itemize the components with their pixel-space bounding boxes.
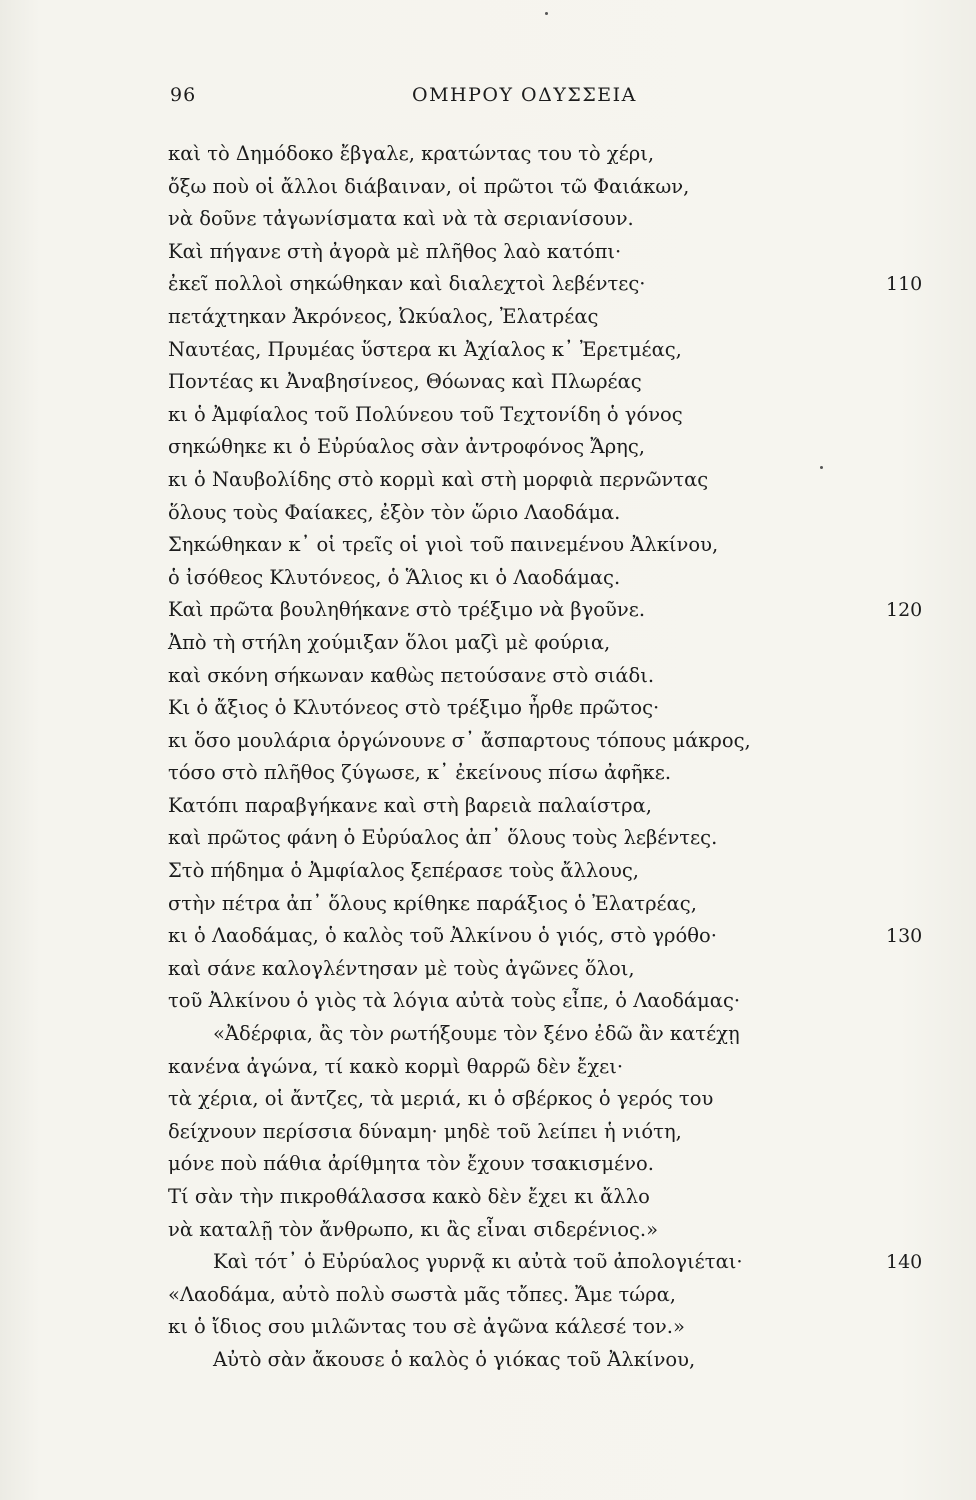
verse-text: τόσο στὸ πλῆθος ζύγωσε, κ᾿ ἐκείνους πίσω ἀφῆκε. <box>168 761 672 785</box>
verse-text: στὴν πέτρα ἀπ᾿ ὅλους κρίθηκε παράξιος ὁ Ἐλατρέας, <box>168 891 697 915</box>
line-number: 140 <box>886 1251 923 1274</box>
verse-text: σηκώθηκε κι ὁ Εὐρύαλος σὰν ἀντροφόνος Ἄρης, <box>168 435 645 459</box>
verse-line <box>0 953 976 986</box>
verse-line <box>0 1051 976 1084</box>
verse-text: νὰ δοῦνε τἀγωνίσματα καὶ νὰ τὰ σεριανίσουν. <box>168 207 634 231</box>
verse-line <box>0 790 976 823</box>
verse-line <box>0 366 976 399</box>
print-speck <box>820 466 823 469</box>
verse-line <box>0 692 976 725</box>
verse-line <box>0 1083 976 1116</box>
verse-text: κι ὁ Ἀμφίαλος τοῦ Πολύνεου τοῦ Τεχτονίδη ὁ γόνος <box>168 402 683 426</box>
verse-line <box>0 1181 976 1214</box>
verse-text: πετάχτηκαν Ἀκρόνεος, Ὠκύαλος, Ἐλατρέας <box>168 304 599 328</box>
verse-text: τὰ χέρια, οἱ ἄντζες, τὰ μεριά, κι ὁ σβέρκος ὁ γερός του <box>168 1087 714 1111</box>
verse-line <box>0 1018 976 1051</box>
page-number: 96 <box>170 84 197 106</box>
line-number: 110 <box>886 273 923 296</box>
verse-text: Κατόπι παραβγήκανε καὶ στὴ βαρειὰ παλαίστρα, <box>168 793 652 817</box>
verse-line <box>0 1214 976 1247</box>
verse-line <box>0 1246 976 1279</box>
verse-line <box>0 757 976 790</box>
verse-line <box>0 1116 976 1149</box>
verse-line <box>0 855 976 888</box>
verse-text: κανένα ἀγώνα, τί κακὸ κορμὶ θαρρῶ δὲν ἔχει· <box>168 1054 624 1078</box>
verse-text: καὶ σάνε καλογλέντησαν μὲ τοὺς ἀγῶνες ὅλοι, <box>168 956 635 980</box>
verse-line <box>0 627 976 660</box>
verse-text: καὶ τὸ Δημόδοκο ἔβγαλε, κρατώντας του τὸ χέρι, <box>168 142 655 165</box>
verse-text: κι ὁ ἴδιος σου μιλῶντας του σὲ ἀγῶνα κάλεσέ τον.» <box>168 1315 685 1339</box>
verse-text: καὶ πρῶτος φάνη ὁ Εὐρύαλος ἀπ᾿ ὅλους τοὺς λεβέντες. <box>168 826 718 850</box>
verse-text: κι ὅσο μουλάρια ὀργώνουνε σ᾿ ἄσπαρτους τόπους μάκρος, <box>168 728 751 752</box>
page-header <box>0 84 976 114</box>
verse-text: δείχνουν περίσσια δύναμη· μηδὲ τοῦ λείπει ἡ νιότη, <box>168 1119 682 1143</box>
verse-text: Καὶ πήγανε στὴ ἀγορὰ μὲ πλῆθος λαὸ κατόπι· <box>168 239 622 263</box>
verse-text: Αὐτὸ σὰν ἄκουσε ὁ καλὸς ὁ γιόκας τοῦ Ἀλκίνου, <box>213 1347 696 1371</box>
verse-line <box>0 1311 976 1344</box>
line-number: 120 <box>886 599 923 622</box>
verse-line <box>0 399 976 432</box>
running-title: ΟΜΗΡΟΥ ΟΔΥΣΣΕΙΑ <box>412 84 637 106</box>
verse-text: καὶ σκόνη σήκωναν καθὼς πετούσανε στὸ σιάδι. <box>168 663 655 687</box>
verse-line <box>0 725 976 758</box>
verse-line <box>0 203 976 236</box>
verse-text: Στὸ πήδημα ὁ Ἀμφίαλος ξεπέρασε τοὺς ἄλλους, <box>168 859 639 883</box>
verse-text: «Λαοδάμα, αὐτὸ πολὺ σωστὰ μᾶς τὄπες. Ἄμε τώρα, <box>168 1282 676 1306</box>
verse-line <box>0 1148 976 1181</box>
verse-line <box>0 171 976 204</box>
verse-line <box>0 529 976 562</box>
verse-text: νὰ καταλῇ τὸν ἄνθρωπο, κι ἂς εἶναι σιδερένιος.» <box>168 1217 659 1241</box>
verse-text: Σηκώθηκαν κ᾿ οἱ τρεῖς οἱ γιοὶ τοῦ παινεμένου Ἀλκίνου, <box>168 533 719 557</box>
verse-text: Τί σὰν τὴν πικροθάλασσα κακὸ δὲν ἔχει κι ἄλλο <box>168 1185 650 1208</box>
verse-line <box>0 562 976 595</box>
verse-text: Κι ὁ ἄξιος ὁ Κλυτόνεος στὸ τρέξιμο ἦρθε πρῶτος· <box>168 696 660 720</box>
verse-line <box>0 464 976 497</box>
verse-text: ὁ ἰσόθεος Κλυτόνεος, ὁ Ἅλιος κι ὁ Λαοδάμας. <box>168 565 621 589</box>
line-number: 130 <box>886 925 923 948</box>
poem-text <box>0 138 976 1377</box>
verse-text: ὄξω ποὺ οἱ ἄλλοι διάβαιναν, οἱ πρῶτοι τῶ Φαιάκων, <box>168 174 690 198</box>
verse-line <box>0 888 976 921</box>
verse-text: κι ὁ Ναυβολίδης στὸ κορμὶ καὶ στὴ μορφιὰ περνῶντας <box>168 467 709 491</box>
verse-text: μόνε ποὺ πάθια ἀρίθμητα τὸν ἔχουν τσακισμένο. <box>168 1152 654 1176</box>
verse-text: Ναυτέας, Πρυμέας ὕστερα κι Ἀχίαλος κ᾿ Ἐρετμέας, <box>168 337 682 361</box>
verse-text: τοῦ Ἀλκίνου ὁ γιὸς τὰ λόγια αὐτὰ τοὺς εἶπε, ὁ Λαοδάμας· <box>168 989 741 1013</box>
verse-line <box>0 268 976 301</box>
verse-text: Καὶ πρῶτα βουληθήκανε στὸ τρέξιμο νὰ βγοῦνε. <box>168 598 646 622</box>
verse-text: Ἀπὸ τὴ στήλη χούμιξαν ὅλοι μαζὶ μὲ φούρια, <box>168 630 611 654</box>
verse-text: Καὶ τότ᾿ ὁ Εὐρύαλος γυρνᾷ κι αὐτὰ τοῦ ἀπολογιέται· <box>213 1250 743 1274</box>
print-speck <box>545 12 548 15</box>
verse-line <box>0 1344 976 1377</box>
verse-line <box>0 301 976 334</box>
verse-line <box>0 1279 976 1312</box>
verse-text: κι ὁ Λαοδάμας, ὁ καλὸς τοῦ Ἀλκίνου ὁ γιός, στὸ γρόθο· <box>168 924 717 948</box>
verse-text: ἐκεῖ πολλοὶ σηκώθηκαν καὶ διαλεχτοὶ λεβέντες· <box>168 272 646 296</box>
verse-line <box>0 497 976 530</box>
verse-line <box>0 985 976 1018</box>
verse-line <box>0 334 976 367</box>
verse-text: «Ἀδέρφια, ἂς τὸν ρωτήξουμε τὸν ξένο ἐδῶ ἂν κατέχῃ <box>213 1022 740 1046</box>
verse-text: ὅλους τοὺς Φαίακες, ἐξὸν τὸν ὥριο Λαοδάμα. <box>168 500 621 524</box>
verse-text: Ποντέας κι Ἀναβησίνεος, Θόωνας καὶ Πλωρέας <box>168 370 642 394</box>
verse-line <box>0 236 976 269</box>
verse-line <box>0 594 976 627</box>
verse-line <box>0 660 976 693</box>
verse-line <box>0 138 976 171</box>
verse-line <box>0 822 976 855</box>
verse-line <box>0 431 976 464</box>
verse-line <box>0 920 976 953</box>
